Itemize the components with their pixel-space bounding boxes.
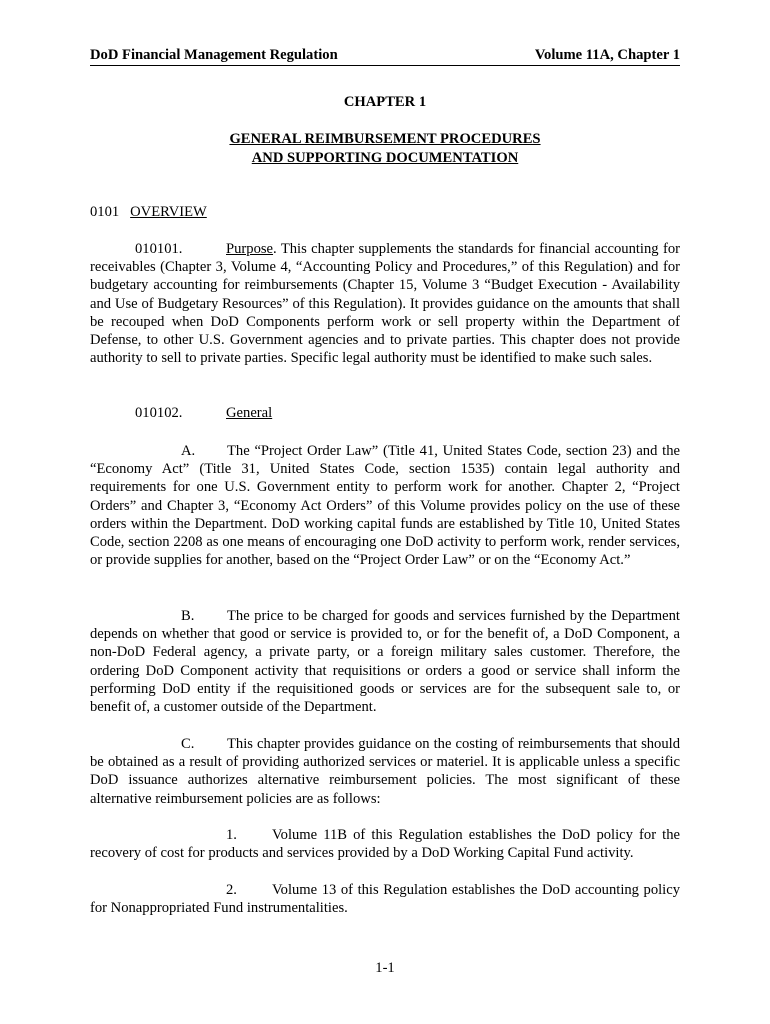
page-number: 1-1 xyxy=(375,960,395,976)
paragraph-number: 010102. xyxy=(135,405,183,421)
subparagraph-label: C. xyxy=(181,736,195,752)
section-heading xyxy=(90,203,680,221)
paragraph-number: 010101. xyxy=(135,241,183,257)
chapter-subtitle-line1: GENERAL REIMBURSEMENT PROCEDURES xyxy=(229,131,541,147)
subparagraph-a xyxy=(90,442,680,569)
header-regulation-title: DoD Financial Management Regulation xyxy=(90,47,338,63)
running-header xyxy=(90,46,680,66)
subparagraph-b xyxy=(90,607,680,716)
subparagraph-label: A. xyxy=(181,443,196,459)
subparagraph-text: The “Project Order Law” (Title 41, United States Code, section 23) and the “Economy Act” (Title 31, United States Code, section 1535) contain legal authority and requirements for one U.S. Government entity to perform work for another. Chapter 2, “Project Orders” and Chapter 3, “Economy Act Orders” of this Volume provides policy on the use of these orders within the Department. DoD working capital funds are established by Title 10, United States Code, section 2208 as one means of encouraging one DoD activity to perform work, render services, or provide supplies for another, based on the “Project Order Law” or on the “Economy Act.” xyxy=(90,443,680,569)
chapter-subtitle-line2: AND SUPPORTING DOCUMENTATION xyxy=(251,150,519,166)
item-label: 2. xyxy=(226,882,237,898)
header-volume-chapter: Volume 11A, Chapter 1 xyxy=(534,47,680,63)
item-text: Volume 11B of this Regulation establishes the DoD policy for the recovery of cost for products and services provided by a DoD Working Capital Fund activity. xyxy=(90,827,680,862)
subparagraph-text: This chapter provides guidance on the costing of reimbursements that should be obtained as a result of providing authorized services or materiel. It is applicable unless a specific DoD issuance authorizes alternative reimbursement policies. The most significant of these alternative reimbursement policies are as follows: xyxy=(90,736,680,807)
paragraph-heading: Purpose xyxy=(226,241,274,257)
subparagraph-label: B. xyxy=(181,608,195,624)
paragraph-text: . This chapter supplements the standards for financial accounting for receivables (Chapter 3, Volume 4, “Accounting Policy and Procedures,” of this Regulation) and for budgetary accounting for reimbursements (Chapter 15, Volume 3 “Budget Execution - Availability and Use of Budgetary Resources” of this Regulation). It provides guidance on the amounts that shall be recouped when DoD Components perform work or sell property within the Department of Defense, to other U.S. Government agencies and to private parties. This chapter does not provide authority to sell to private parties. Specific legal authority must be identified to make such sales. xyxy=(90,241,680,367)
item-2 xyxy=(90,881,680,917)
item-1 xyxy=(90,826,680,862)
document-page xyxy=(90,0,680,1024)
section-number: 0101 xyxy=(90,204,120,220)
item-label: 1. xyxy=(226,827,237,843)
paragraph-010101 xyxy=(90,240,680,367)
paragraph-heading: General xyxy=(226,405,273,421)
paragraph-010102 xyxy=(90,404,680,422)
section-title: OVERVIEW xyxy=(130,204,207,220)
subparagraph-text: The price to be charged for goods and services furnished by the Department depends on whether that good or service is provided to, or for the benefit of, a DoD Component, a non-DoD Federal agency, a private party, or a foreign military sales customer. Therefore, the ordering DoD Component activity that requisitions or orders a good or service shall inform the performing DoD entity if the requisitioned goods or services are for the subsequent sale to, or benefit of, a customer outside of the Department. xyxy=(90,608,680,716)
chapter-title: CHAPTER 1 xyxy=(343,94,427,110)
subparagraph-c xyxy=(90,735,680,808)
item-text: Volume 13 of this Regulation establishes the DoD accounting policy for Nonappropriated Fund instrumentalities. xyxy=(90,882,680,917)
